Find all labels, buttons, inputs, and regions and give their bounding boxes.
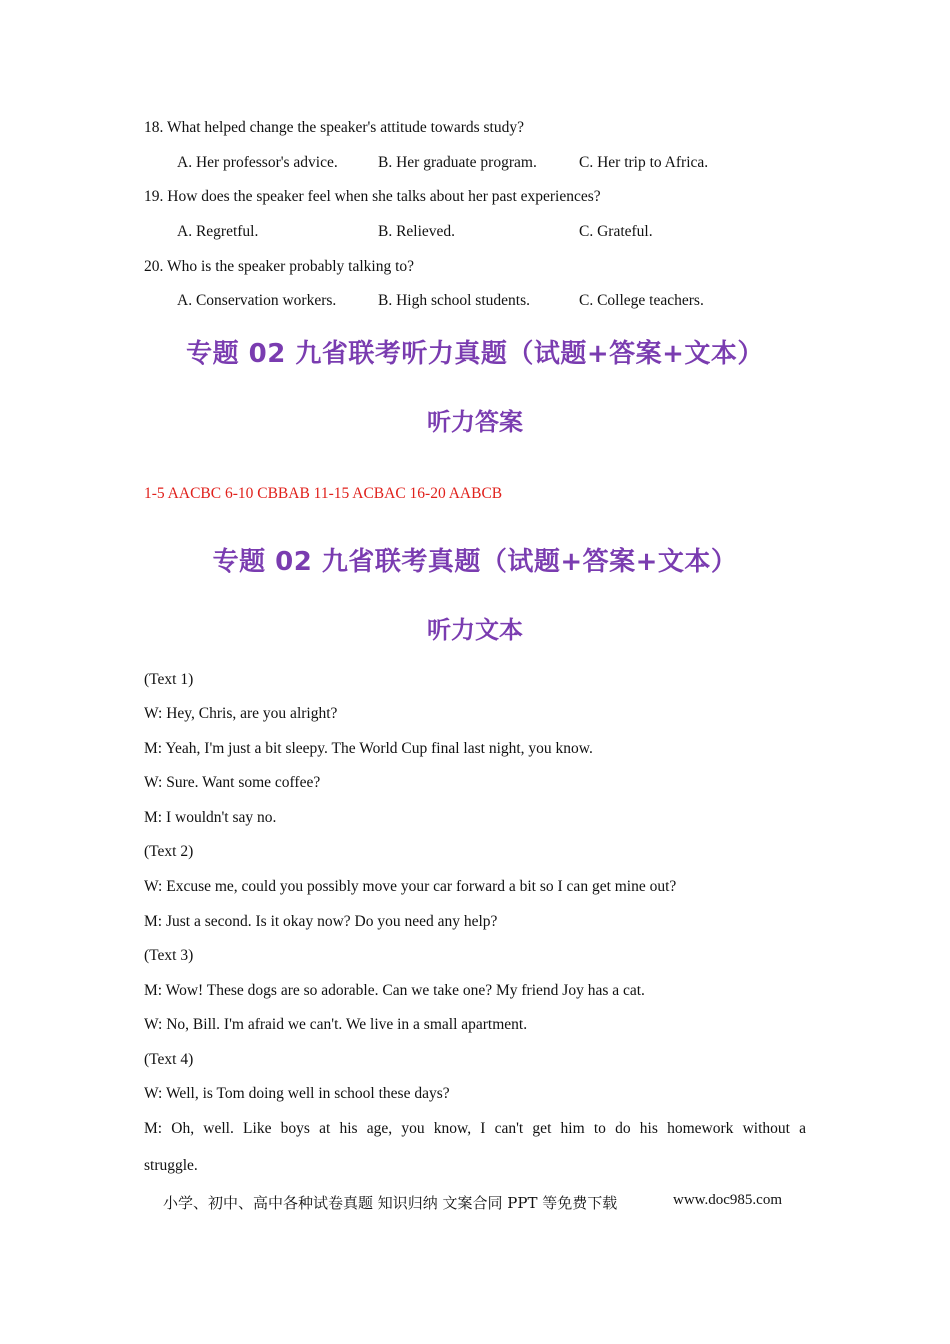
transcript-line: (Text 3) [144,947,194,964]
transcript-line: M: Just a second. Is it okay now? Do you need any help? [144,913,498,930]
transcript-line: M: Yeah, I'm just a bit sleepy. The World Cup final last night, you know. [144,740,593,757]
transcript-line: M: I wouldn't say no. [144,809,277,826]
question-18-option-c: C. Her trip to Africa. [579,154,709,171]
section-heading-transcript: 专题 02 九省联考真题（试题+答案+文本） [212,547,738,577]
question-20-stem: 20. Who is the speaker probably talking to? [144,258,415,275]
answer-key: 1-5 AACBC 6-10 CBBAB 11-15 ACBAC 16-20 AABCB [144,485,503,502]
transcript-line: W: Sure. Want some coffee? [144,774,321,791]
question-18-option-b: B. Her graduate program. [378,154,537,171]
transcript-line: M: Oh, well. Like boys at his age, you know, I can't get him to do his homework without a [144,1120,806,1137]
question-18-option-a: A. Her professor's advice. [177,154,338,171]
transcript-line: W: Well, is Tom doing well in school these days? [144,1085,450,1102]
transcript-line: struggle. [144,1157,198,1174]
transcript-line: (Text 4) [144,1051,194,1068]
section-subheading-answers: 听力答案 [427,408,523,436]
section-heading-answers: 专题 02 九省联考听力真题（试题+答案+文本） [186,339,764,369]
page-footer [163,1192,783,1213]
transcript-line: W: Hey, Chris, are you alright? [144,705,338,722]
question-20-option-a: A. Conservation workers. [177,292,337,309]
footer-text: 小学、初中、高中各种试卷真题 知识归纳 文案合同 PPT 等免费下载 [163,1194,618,1212]
section-subheading-transcript: 听力文本 [427,616,523,644]
footer-url[interactable]: www.doc985.com [673,1192,783,1208]
question-19-stem: 19. How does the speaker feel when she talks about her past experiences? [144,188,601,205]
question-18-stem: 18. What helped change the speaker's attitude towards study? [144,119,524,136]
question-20-option-b: B. High school students. [378,292,530,309]
transcript-line: (Text 1) [144,671,194,688]
question-19-option-c: C. Grateful. [579,223,653,240]
transcript-line: W: Excuse me, could you possibly move your car forward a bit so I can get mine out? [144,878,677,895]
question-19-option-a: A. Regretful. [177,223,259,240]
transcript-line: M: Wow! These dogs are so adorable. Can we take one? My friend Joy has a cat. [144,982,645,999]
transcript-line: (Text 2) [144,843,194,860]
transcript-line: W: No, Bill. I'm afraid we can't. We live in a small apartment. [144,1016,528,1033]
question-20-option-c: C. College teachers. [579,292,704,309]
question-19-option-b: B. Relieved. [378,223,456,240]
